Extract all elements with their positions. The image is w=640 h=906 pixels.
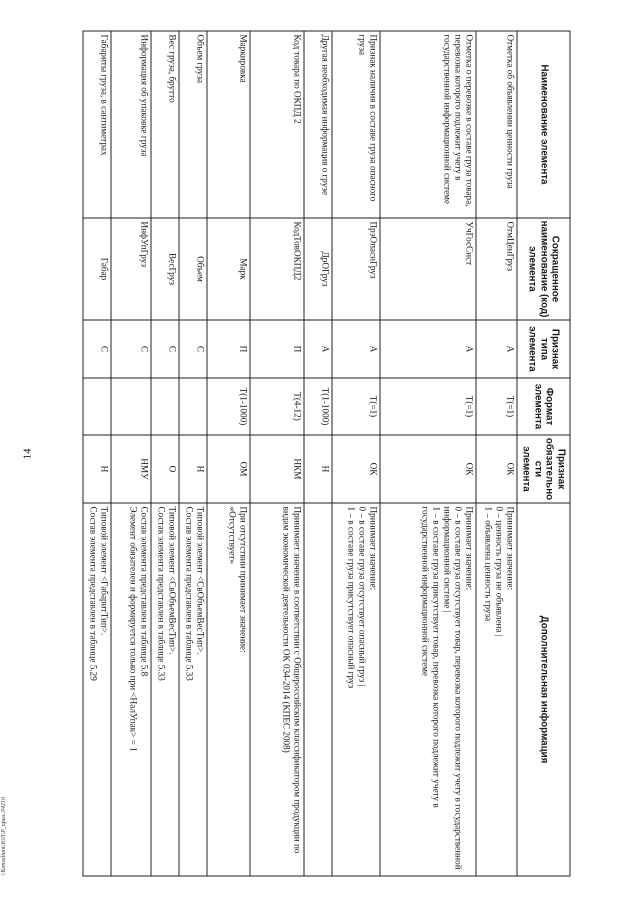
cell-name: Отметка об объявлении ценности груза	[476, 31, 517, 218]
cell-code: ДрОГруз	[304, 218, 332, 320]
cell-format: Т(4-12)	[250, 378, 304, 435]
element-spec-table	[82, 31, 570, 877]
cell-required: О	[151, 435, 179, 503]
cell-code: ВесГруз	[151, 218, 179, 320]
table-row	[151, 31, 179, 876]
cell-name: Код товара по ОКПД 2	[250, 31, 304, 218]
cell-info: Состав элемента представлен в таблице 5.8 Элемент обязателен и формируется только при <НалУпак> = 1	[111, 503, 151, 876]
cell-info: При отсутствии принимает значение: «Отсутствует»	[207, 503, 250, 876]
cell-required: Н	[304, 435, 332, 503]
cell-format: Т(=1)	[380, 378, 476, 435]
header-additional-info: Дополнительная информация	[517, 503, 570, 876]
header-element-required: Признак обязательности элемента	[517, 435, 570, 503]
cell-type: А	[332, 320, 380, 378]
table-row	[476, 31, 517, 876]
cell-name: Вес груза, брутто	[151, 31, 179, 218]
cell-required: НМУ	[111, 435, 151, 503]
cell-name: Информация об упаковке груза	[111, 31, 151, 218]
cell-name: Отметка о перевозке в составе груза товара, перевозка которого подлежит учету в государственной информационной системе	[380, 31, 476, 218]
cell-format	[83, 378, 111, 435]
cell-type: С	[111, 320, 151, 378]
cell-type: А	[380, 320, 476, 378]
cell-type: С	[179, 320, 207, 378]
cell-name: Маркировка	[207, 31, 250, 218]
cell-code: УчГосСист	[380, 218, 476, 320]
cell-format: Т(1-1000)	[207, 378, 250, 435]
cell-info: Принимает значение: 0 – в составе груза отсутствует опасный груз | 1 – в составе груза присутствует опасный груз	[332, 503, 380, 876]
cell-type: П	[250, 320, 304, 378]
cell-format	[151, 378, 179, 435]
cell-required: ОМ	[207, 435, 250, 503]
page-number: 14	[21, 448, 34, 460]
header-element-type: Признак типа элемента	[517, 320, 570, 378]
table-row	[111, 31, 151, 876]
cell-required: Н	[83, 435, 111, 503]
cell-info: Типовой элемент <СвОбъемВесТип>. Состав элемента представлен в таблице 5.33	[179, 503, 207, 876]
cell-format	[179, 378, 207, 435]
cell-name: Другая необходимая информация о грузе	[304, 31, 332, 218]
cell-format	[111, 378, 151, 435]
table-row	[332, 31, 380, 876]
cell-type: П	[207, 320, 250, 378]
table-row	[83, 31, 111, 876]
footer-path: \\Konsultant\ЮЛ\Р_прил.Л4210	[1, 797, 7, 876]
header-element-name: Наименование элемента	[517, 31, 570, 218]
cell-type: А	[476, 320, 517, 378]
cell-info: Типовой элемент <ГабаритТип>. Состав элемента представлен в таблице 5.29	[83, 503, 111, 876]
header-element-format: Формат элемента	[517, 378, 570, 435]
cell-name: Объем груза	[179, 31, 207, 218]
cell-code: Объем	[179, 218, 207, 320]
table-row	[250, 31, 304, 876]
cell-code: КодТовОКПД2	[250, 218, 304, 320]
cell-info	[304, 503, 332, 876]
table-row	[380, 31, 476, 876]
cell-required: Н	[179, 435, 207, 503]
cell-type: С	[83, 320, 111, 378]
cell-info: Принимает значение: 0 – в составе груза отсутствует товар, перевозка которого подлежит учету в государственной информационной системе | 1 – в составе груза присутствует товар, перевозка которого подлежит учету в государственной информационной системе	[380, 503, 476, 876]
cell-required: ОК	[380, 435, 476, 503]
cell-code: ПрзОпаснГруз	[332, 218, 380, 320]
table-header-row	[517, 31, 570, 876]
cell-required: ОК	[332, 435, 380, 503]
cell-info: Принимает значение: 0 – ценность груза не объявлена | 1 – объявлена ценность груза	[476, 503, 517, 876]
table-row	[179, 31, 207, 876]
cell-required: ОК	[476, 435, 517, 503]
cell-type: С	[151, 320, 179, 378]
header-element-code: Сокращенное наименование (код) элемента	[517, 218, 570, 320]
table-row	[207, 31, 250, 876]
cell-info: Принимает значение в соответствии с Общероссийским классификатором продукции по видам экономической деятельности ОК 034-2014 (КПЕС 2008)	[250, 503, 304, 876]
cell-info: Типовой элемент <СвОбъемВесТип>. Состав элемента представлен в таблице 5.33	[151, 503, 179, 876]
table-row	[304, 31, 332, 876]
cell-type: А	[304, 320, 332, 378]
cell-name: Признак наличия в составе груза опасного груза	[332, 31, 380, 218]
cell-code: Марк	[207, 218, 250, 320]
cell-code: Габар	[83, 218, 111, 320]
cell-format: Т(1-1000)	[304, 378, 332, 435]
cell-format: Т(=1)	[332, 378, 380, 435]
rotated-table-container	[1, 31, 571, 876]
cell-name: Габариты груза, в сантиметрах	[83, 31, 111, 218]
cell-format: Т(=1)	[476, 378, 517, 435]
cell-code: ОтмЦенГруз	[476, 218, 517, 320]
cell-required: НКМ	[250, 435, 304, 503]
cell-code: ИнфУпГруз	[111, 218, 151, 320]
